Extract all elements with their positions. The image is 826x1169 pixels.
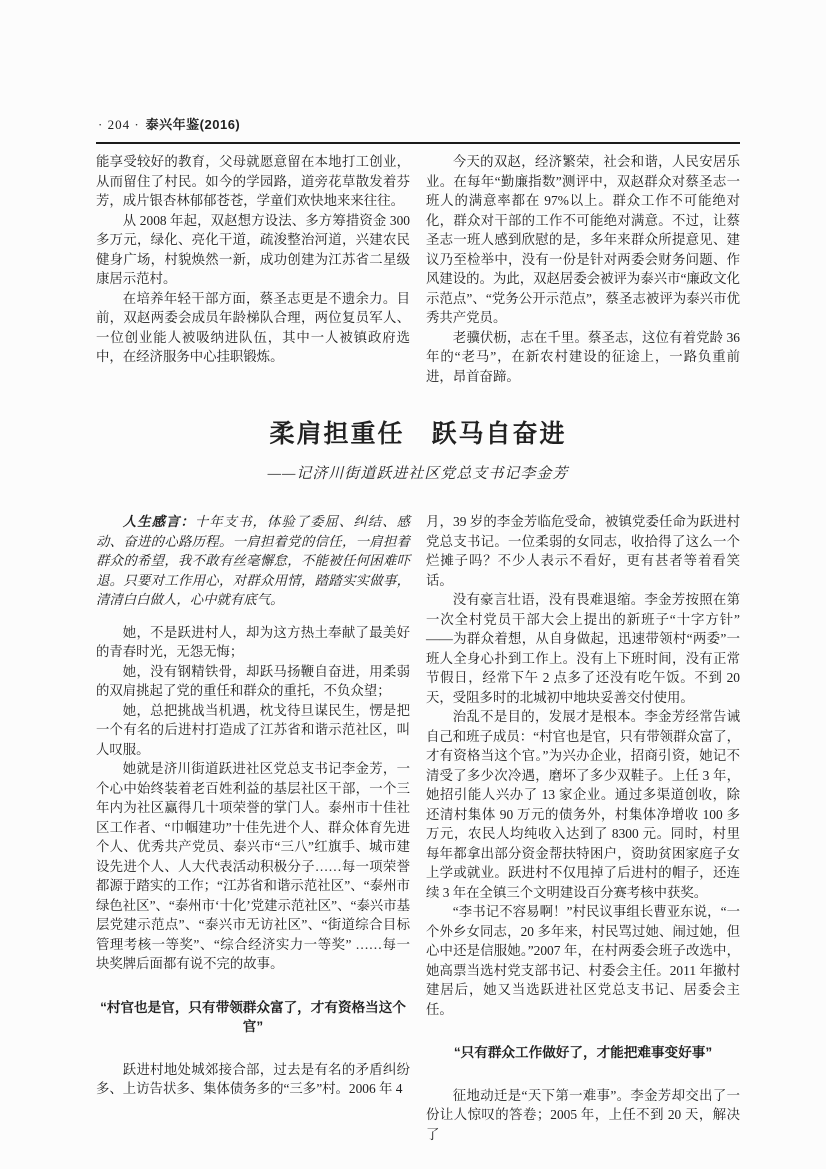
article-title: 柔肩担重任 跃马自奋进 [269, 420, 567, 448]
page-content [96, 114, 740, 1144]
column-right [426, 152, 740, 386]
paragraph: 能享受较好的教育，父母就愿意留在本地打工创业，从而留住了村民。如今的学园路，道旁花草散发着芬芳，成片银杏林郁郁苍苍，学童们欢快地来来往往。 [96, 154, 410, 208]
paragraph: 她，总把挑战当机遇，枕戈待旦谋民生，愣是把一个有名的后进村打造成了江苏省和谐示范社区，叫人叹服。 [96, 702, 410, 757]
previous-article-section [96, 152, 740, 386]
paragraph: 月，39 岁的李金芳临危受命，被镇党委任命为跃进村党总支书记。一位柔弱的女同志，收拾得了这么一个烂摊子吗？不少人表示不看好，更有甚者等着看笑话。 [426, 514, 740, 588]
paragraph: 在培养年轻干部方面，蔡圣志更是不遗余力。目前，双赵两委会成员年龄梯队合理，两位复员军人、一位创业能人被吸纳进队伍，其中一人被镇政府选中，在经济服务中心挂职锻炼。 [96, 290, 410, 364]
header-divider [96, 142, 740, 144]
paragraph: 她，不是跃进村人，却为这方热土奉献了最美好的青春时光，无怨无悔； [96, 624, 410, 659]
paragraph: 征地动迁是“天下第一难事”。李金芳却交出了一份让人惊叹的答卷；2005 年，上任不到 20 天，解决了 [426, 1087, 740, 1142]
book-title: 泰兴年鉴(2016) [145, 117, 241, 132]
column-left [96, 152, 410, 386]
paragraph: 治乱不是目的，发展才是根本。李金芳经常告诫自己和班子成员：“村官也是官，只有带领群众富了，才有资格当这个官。”为兴办企业，招商引资，她记不清受了多少次冷遇，磨坏了多少双鞋子。上任 3 年，她招引能人兴办了 13 家企业。通过多渠道创收，除还清村集体 90 万元的债务外，村集体净增收 100 多万元，农民人均纯收入达到了 8300 元。同时，村里每年都拿出部分资金帮扶特困户，资助贫困家庭子女上学或就业。跃进村不仅甩掉了后进村的帽子，还连续 3 年在全镇三个文明建设百分赛考核中获奖。 [426, 709, 740, 900]
paragraph: “李书记不容易啊！”村民议事组长曹亚东说，“一个外乡女同志，20 多年来，村民骂过她、闹过她，但心中还是信服她。”2007 年，在村两委会班子改选中，她高票当选村党支部书记、村委会主任。2011 年撤村建居后，她又当选跃进社区党总支书记、居委会主任。 [426, 904, 740, 1017]
column-right [426, 512, 740, 1144]
column-left [96, 512, 410, 1144]
paragraph: 她，没有钢精铁骨，却跃马扬鞭自奋进，用柔弱的双肩挑起了党的重任和群众的重托，不负众望； [96, 663, 410, 698]
paragraph: 跃进村地处城郊接合部，过去是有名的矛盾纠纷多、上访告状多、集体债务多的“三多”村。2006 年 4 [96, 1061, 410, 1096]
paragraph: 从 2008 年起，双赵想方设法、多方筹措资金 300 多万元，绿化、亮化干道，疏浚整治河道，兴建农民健身广场，村貌焕然一新，成功创建为江苏省二星级康居示范村。 [96, 212, 410, 286]
motto-label: 人生感言： [122, 514, 195, 529]
paragraph: 没有豪言壮语，没有畏难退缩。李金芳按照在第一次全村党员干部大会上提出的新班子“十字方针”——为群众着想，从自身做起，迅速带领村“两委”一班人全身心扑到工作上。没有上下班时间，没有正常节假日，经常下午 2 点多了还没有吃午饭。不到 20 天，受阻多时的北城初中地块妥善交付使用。 [426, 592, 740, 705]
page-number: · 204 · [98, 117, 140, 132]
article-subtitle: ——记济川街道跃进社区党总支书记李金芳 [267, 466, 569, 482]
paragraph: 老骥伏枥，志在千里。蔡圣志，这位有着党龄 36 年的“老马”，在新农村建设的征途上，一路负重前进，昂首奋蹄。 [426, 329, 740, 384]
running-header [96, 114, 740, 142]
section-subhead: “只有群众工作做好了，才能把难事变好事” [453, 1045, 713, 1060]
article-body-section [96, 512, 740, 1144]
article-title-block [96, 419, 740, 483]
paragraph: 今天的双赵，经济繁荣，社会和谐，人民安居乐业。在每年“勤廉指数”测评中，双赵群众对蔡圣志一班人的满意率都在 97%以上。群众工作不可能绝对化，群众对干部的工作不可能绝对满意。不过，让蔡圣志一班人感到欣慰的是，多年来群众所提意见、建议乃至检举中，没有一份是针对两委会财务问题、作风建设的。为此，双赵居委会被评为泰兴市“廉政文化示范点”、“党务公开示范点”，蔡圣志被评为泰兴市优秀共产党员。 [426, 154, 740, 325]
section-subhead: “村官也是官，只有带领群众富了，才有资格当这个官” [100, 999, 406, 1034]
paragraph: 她就是济川街道跃进社区党总支书记李金芳，一个心中始终装着老百姓利益的基层社区干部，一个三年内为社区赢得几十项荣誉的掌门人。泰州市十佳社区工作者、“巾帼建功”十佳先进个人、群众体育先进个人、优秀共产党员、泰兴市“三八”红旗手、城市建设先进个人、人大代表活动积极分子……每一项荣誉都源于踏实的工作；“江苏省和谐示范社区”、“泰州市绿色社区”、“泰州市‘十化’党建示范社区”、“泰兴市基层党建示范点”、“泰兴市无访社区”、“街道综合目标管理考核一等奖”、“综合经济实力一等奖” ……每一块奖牌后面都有说不完的故事。 [96, 761, 410, 971]
paragraph: 人生感言：十年支书，体验了委屈、纠结、感动、奋进的心路历程。一肩担着党的信任，一肩担着群众的希望，我不敢有丝毫懈怠，不能被任何困难吓退。只要对工作用心，对群众用情，踏踏实实做事，清清白白做人，心中就有底气。 [96, 514, 411, 607]
